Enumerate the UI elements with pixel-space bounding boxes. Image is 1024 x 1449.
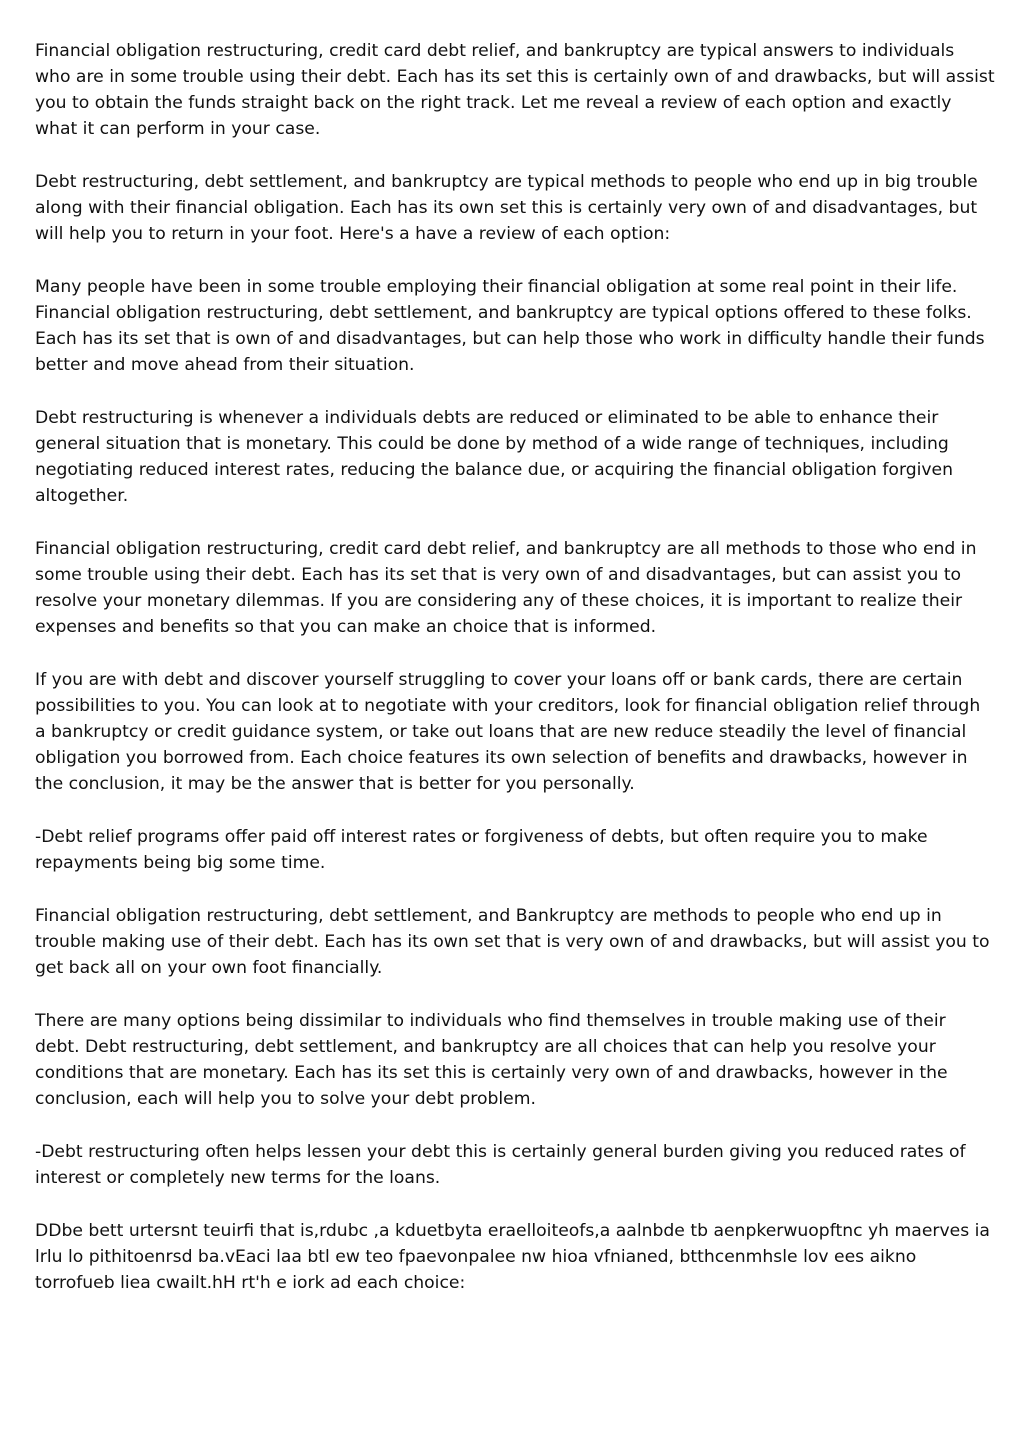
paragraph-11: DDbe bett urtersnt teuirfi that is,rdubc ,a kduetbyta eraelloiteofs,a aalnbde tb aenpkerwuopftnc yh maerves ia lrlu lo pithitoenrsd ba.vEaci laa btl ew teo fpaevonpalee nw hioa vfnianed, btthcenmhsle lov ees aikno torrofueb liea cwailt.hH rt'h e iork ad each choice: — [35, 1221, 990, 1293]
document-body — [35, 38, 995, 1323]
paragraph-1: Financial obligation restructuring, credit card debt relief, and bankruptcy are typical answers to individuals who are in some trouble using their debt. Each has its set this is certainly own of and drawbacks, but will assist you to obtain the funds straight back on the right track. Let me reveal a review of each option and exactly what it can perform in your case. — [35, 41, 995, 139]
paragraph-2: Debt restructuring, debt settlement, and bankruptcy are typical methods to people who end up in big trouble along with their financial obligation. Each has its own set this is certainly very own of and disadvantages, but will help you to return in your foot. Here's a have a review of each option: — [35, 172, 978, 244]
paragraph-5: Financial obligation restructuring, credit card debt relief, and bankruptcy are all methods to those who end in some trouble using their debt. Each has its set that is very own of and disadvantages, but can assist you to resolve your monetary dilemmas. If you are considering any of these choices, it is important to realize their expenses and benefits so that you can make an choice that is informed. — [35, 539, 977, 637]
paragraph-7: -Debt relief programs offer paid off interest rates or forgiveness of debts, but often require you to make repayments being big some time. — [35, 827, 928, 873]
paragraph-8: Financial obligation restructuring, debt settlement, and Bankruptcy are methods to people who end up in trouble making use of their debt. Each has its own set that is very own of and drawbacks, but will assist you to get back all on your own foot financially. — [35, 906, 990, 978]
paragraph-3: Many people have been in some trouble employing their financial obligation at some real point in their life. Financial obligation restructuring, debt settlement, and bankruptcy are typical options offered to these folks. Each has its set that is own of and disadvantages, but can help those who work in difficulty handle their funds better and move ahead from their situation. — [35, 277, 985, 375]
paragraph-4: Debt restructuring is whenever a individuals debts are reduced or eliminated to be able to enhance their general situation that is monetary. This could be done by method of a wide range of techniques, including negotiating reduced interest rates, reducing the balance due, or acquiring the financial obligation forgiven altogether. — [35, 408, 954, 506]
paragraph-9: There are many options being dissimilar to individuals who find themselves in trouble making use of their debt. Debt restructuring, debt settlement, and bankruptcy are all choices that can help you resolve your conditions that are monetary. Each has its set this is certainly very own of and drawbacks, however in the conclusion, each will help you to solve your debt problem. — [35, 1011, 948, 1109]
paragraph-6: If you are with debt and discover yourself struggling to cover your loans off or bank cards, there are certain possibilities to you. You can look at to negotiate with your creditors, look for financial obligation relief through a bankruptcy or credit guidance system, or take out loans that are new reduce steadily the level of financial obligation you borrowed from. Each choice features its own selection of benefits and drawbacks, however in the conclusion, it may be the answer that is better for you personally. — [35, 670, 981, 794]
paragraph-10: -Debt restructuring often helps lessen your debt this is certainly general burden giving you reduced rates of interest or completely new terms for the loans. — [35, 1142, 966, 1188]
